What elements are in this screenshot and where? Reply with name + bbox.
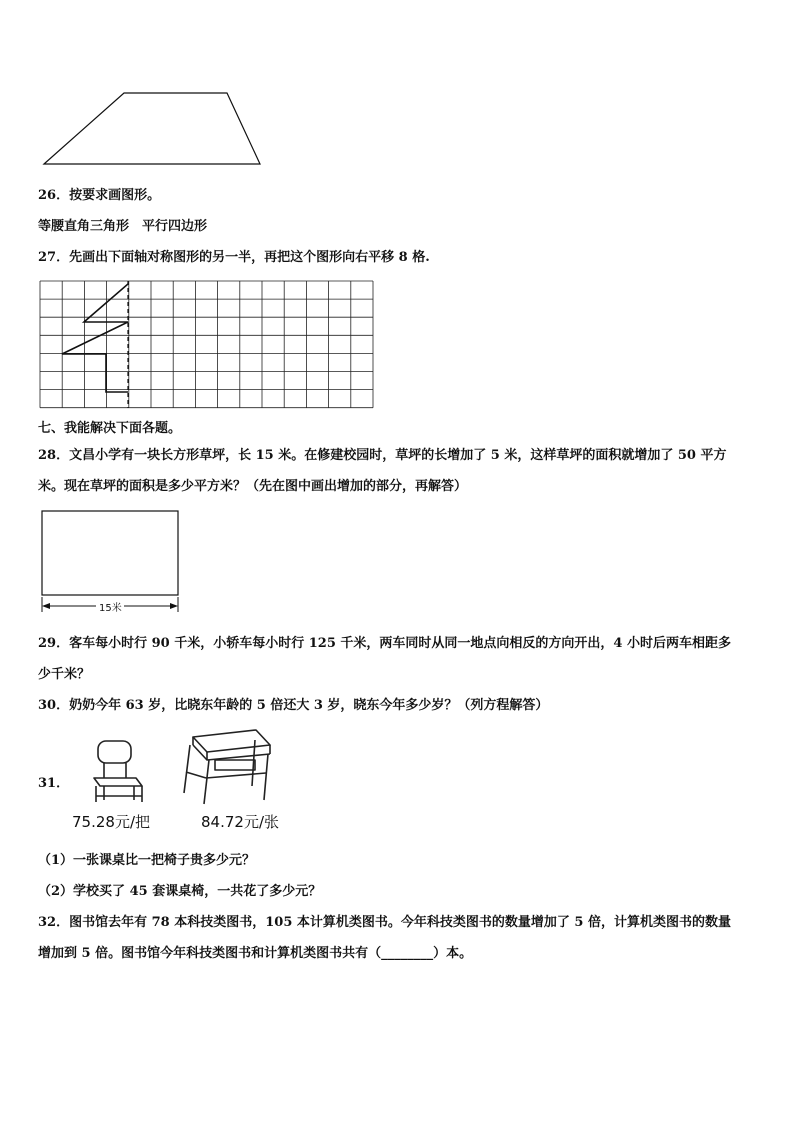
question-31-part1: （1）一张课桌比一把椅子贵多少元？ xyxy=(38,853,256,868)
lawn-length-label: 15米 xyxy=(99,603,122,614)
question-26-shapes: 等腰直角三角形 平行四边形 xyxy=(38,219,208,234)
question-26: 26．按要求画图形。 xyxy=(38,188,161,203)
question-27: 27．先画出下面轴对称图形的另一半，再把这个图形向右平移 8 格. xyxy=(38,250,430,265)
desk-price: 84.72元/张 xyxy=(201,813,279,831)
question-31-part2: （2）学校买了 45 套课桌椅，一共花了多少元？ xyxy=(38,884,322,899)
question-28-line2: 米。现在草坪的面积是多少平方米？（先在图中画出增加的部分，再解答） xyxy=(38,479,468,494)
question-30: 30．奶奶今年 63 岁，比晓东年龄的 5 倍还大 3 岁，晓东今年多少岁？（列方程解答） xyxy=(38,698,549,713)
question-29-line1: 29．客车每小时行 90 千米，小轿车每小时行 125 千米，两车同时从同一地点向相反的方向开出，4 小时后两车相距多 xyxy=(38,636,731,651)
question-31-number: 31． xyxy=(38,776,70,791)
chair-price: 75.28元/把 xyxy=(72,813,150,831)
question-28-line1: 28．文昌小学有一块长方形草坪，长 15 米。在修建校园时，草坪的长增加了 5 米，这样草坪的面积就增加了 50 平方 xyxy=(38,448,727,463)
question-32-line1: 32．图书馆去年有 78 本科技类图书，105 本计算机类图书。今年科技类图书的数量增加了 5 倍，计算机类图书的数量 xyxy=(38,915,731,930)
section-7-heading: 七、我能解决下面各题。 xyxy=(38,421,182,436)
question-32-line2: 增加到 5 倍。图书馆今年科技类图书和计算机类图书共有（________）本。 xyxy=(38,946,473,961)
question-29-line2: 少千米？ xyxy=(38,667,91,682)
